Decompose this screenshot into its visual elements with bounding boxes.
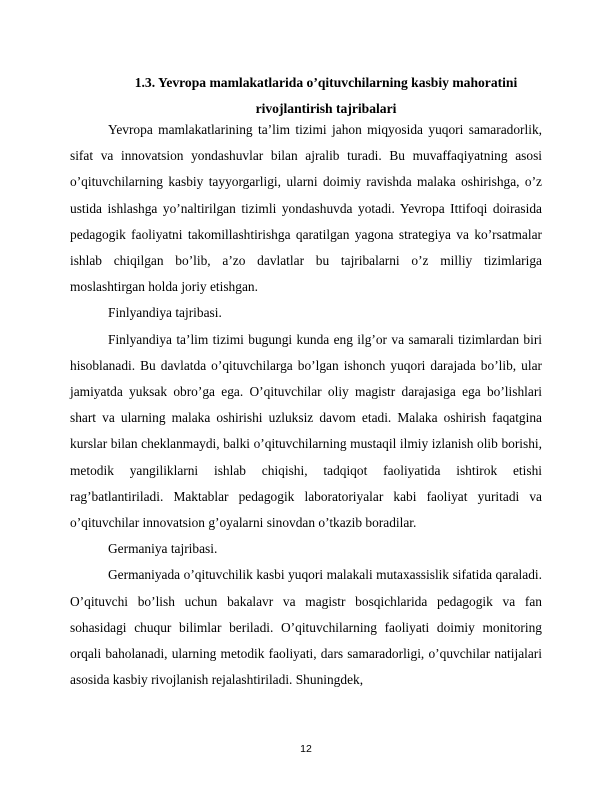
paragraph-finland: Finlyandiya ta’lim tizimi bugungi kunda eng ilg’or va samarali tizimlardan biri hisoblanadi. Bu davlatda o’qituvchilarga bo’lgan ishonch yuqori darajada bo’lib, ular jamiyatda yuksak obro’ga ega. O’qituvchilar oliy magistr darajasiga ega bo’lishlari shart va ularning malaka oshirishi uzluksiz davom etadi. Malaka oshirish faqatgina kurslar bilan cheklanmaydi, balki o’qituvchilarning mustaqil ilmiy izlanish olib borishi, metodik yangiliklarni ishlab chiqishi, tadqiqot faoliyatida ishtirok etishi rag’batlantiriladi. Maktablar pedagogik laboratoriyalar kabi faoliyat yuritadi va o’qituvchilar innovatsion g’oyalarni sinovdan o’tkazib boradilar.	[70, 331, 542, 531]
paragraph-intro: Yevropa mamlakatlarining ta’lim tizimi jahon miqyosida yuqori samaradorlik, sifat va innovatsion yondashuvlar bilan ajralib turadi. Bu muvaffaqiyatning asosi o’qituvchilarning kasbiy tayyorgarligi, ularni doimiy ravishda malaka oshirishga, o’z ustida ishlashga yo’naltirilgan tizimli yondashuvda yotadi. Yevropa Ittifoqi doirasida pedagogik faoliyatni takomillashtirishga qaratilgan yagona strategiya va ko’rsatmalar ishlab chiqilgan bo’lib, a’zo davlatlar bu tajribalarni o’z milliy tizimlariga moslashtirgan holda joriy etishgan.	[70, 122, 542, 295]
subheading-germany: Germaniya tajribasi.	[108, 541, 218, 557]
subheading-finland: Finlyandiya tajribasi.	[108, 305, 222, 321]
page-number: 12	[300, 743, 312, 755]
paragraph-germany: Germaniyada o’qituvchilik kasbi yuqori malakali mutaxassislik sifatida qaraladi. O’qituvchi bo’lish uchun bakalavr va magistr bosqichlarida pedagogik va fan sohasidagi chuqur bilimlar beriladi. O’qituvchilarning faoliyati doimiy monitoring orqali baholanadi, ularning metodik faoliyati, dars samaradorligi, o’quvchilar natijalari asosida kasbiy rivojlanish rejalashtiriladi. Shuningdek,	[70, 567, 542, 688]
section-heading-line-2: rivojlantirish tajribalari	[255, 101, 397, 116]
section-heading-line-1: 1.3. Yevropa mamlakatlarida o’qituvchilarning kasbiy mahoratini	[134, 75, 518, 90]
body-text	[70, 117, 542, 693]
section-heading	[110, 70, 542, 122]
